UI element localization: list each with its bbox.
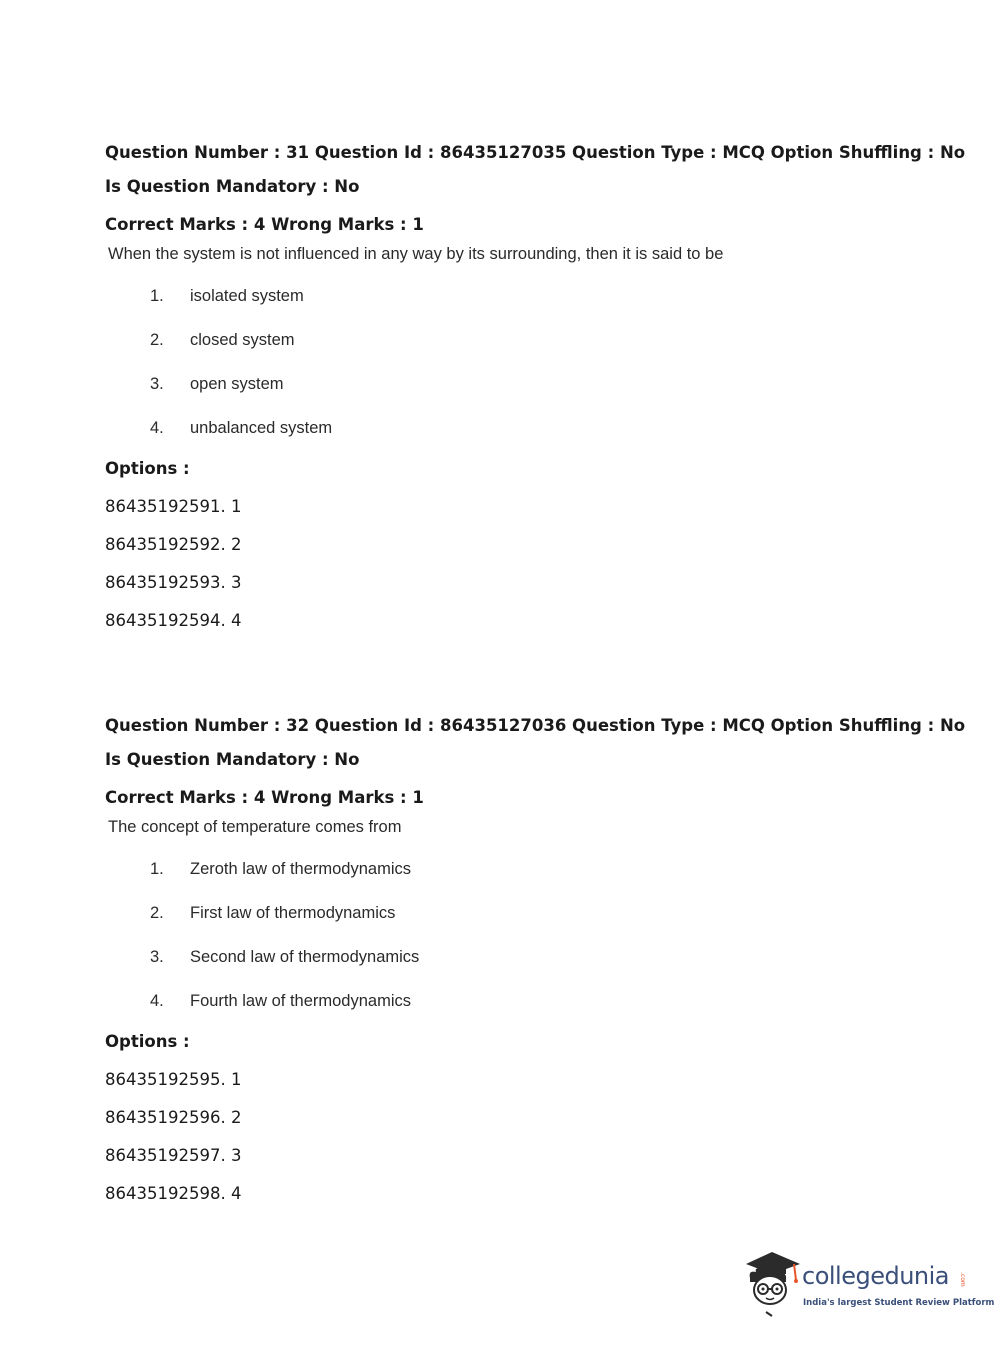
choice-number: 3. [150, 948, 164, 966]
choice-text: Fourth law of thermodynamics [190, 992, 412, 1010]
option-id-item: 86435192592. 2 [105, 535, 242, 554]
option-id-item: 86435192596. 2 [105, 1108, 242, 1127]
choice-text: Zeroth law of thermodynamics [190, 860, 412, 878]
question-marks-line: Correct Marks : 4 Wrong Marks : 1 [105, 215, 424, 234]
question-meta-line: Question Number : 31 Question Id : 86435127035 Question Type : MCQ Option Shuffling : No [105, 143, 966, 162]
question-mandatory-line: Is Question Mandatory : No [105, 177, 360, 196]
question-text: The concept of temperature comes from [108, 818, 402, 836]
options-label: Options : [105, 1032, 190, 1051]
choice-item [105, 903, 965, 947]
choice-text: isolated system [190, 287, 304, 305]
choice-item [105, 947, 965, 991]
choice-text: unbalanced system [190, 419, 333, 437]
option-id-list [105, 1067, 965, 1219]
choice-list [105, 859, 965, 1035]
choice-number: 4. [150, 992, 164, 1010]
choice-number: 1. [150, 860, 164, 878]
logo-wordmark: collegedunia [802, 1262, 950, 1290]
option-id-item: 86435192594. 4 [105, 611, 242, 630]
choice-item [105, 286, 965, 330]
choice-text: closed system [190, 331, 295, 349]
option-id-item: 86435192597. 3 [105, 1146, 242, 1165]
choice-item [105, 374, 965, 418]
question-meta-line: Question Number : 32 Question Id : 86435127036 Question Type : MCQ Option Shuffling : No [105, 716, 966, 735]
option-id-item: 86435192595. 1 [105, 1070, 242, 1089]
choice-text: First law of thermodynamics [190, 904, 396, 922]
choice-number: 3. [150, 375, 164, 393]
choice-item [105, 859, 965, 903]
question-block-31 [105, 140, 965, 646]
question-marks-line: Correct Marks : 4 Wrong Marks : 1 [105, 788, 424, 807]
option-id-list [105, 494, 965, 646]
choice-text: open system [190, 375, 284, 393]
choice-number: 2. [150, 331, 164, 349]
option-id-item: 86435192593. 3 [105, 573, 242, 592]
choice-item [105, 330, 965, 374]
collegedunia-logo[interactable] [742, 1248, 995, 1318]
student-mascot-icon [742, 1248, 804, 1318]
choice-list [105, 286, 965, 462]
choice-number: 1. [150, 287, 164, 305]
options-label: Options : [105, 459, 190, 478]
option-id-item: 86435192591. 1 [105, 497, 242, 516]
choice-number: 4. [150, 419, 164, 437]
question-text: When the system is not influenced in any way by its surrounding, then it is said to be [108, 245, 724, 263]
question-block-32 [105, 713, 965, 1219]
logo-domain-suffix: .com [959, 1272, 966, 1287]
option-id-item: 86435192598. 4 [105, 1184, 242, 1203]
logo-tagline: India's largest Student Review Platform [803, 1298, 995, 1308]
choice-number: 2. [150, 904, 164, 922]
question-mandatory-line: Is Question Mandatory : No [105, 750, 360, 769]
choice-text: Second law of thermodynamics [190, 948, 420, 966]
